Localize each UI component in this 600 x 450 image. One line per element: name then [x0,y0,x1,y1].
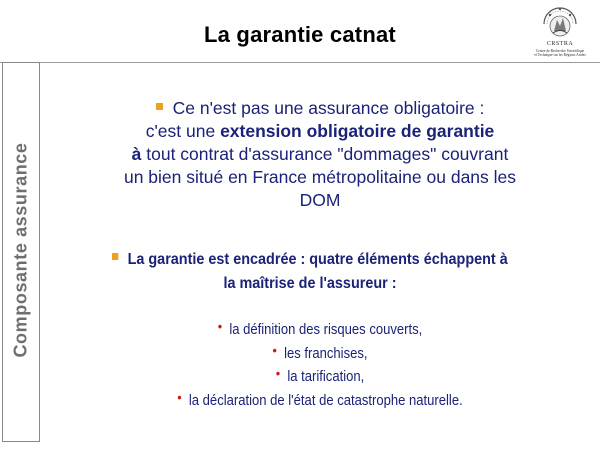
list-item-text: la tarification, [287,369,365,385]
list-item [86,318,554,342]
list-item [86,389,554,413]
red-dot-bullet-icon: • [217,318,223,334]
paragraph-obligation [50,97,590,212]
paragraph-line: un bien situé en France métropolitaine ou dans les [123,167,517,187]
emphasis-text: extension obligatoire de garantie [220,121,495,141]
list-item-text: la déclaration de l'état de catastrophe naturelle. [188,392,463,409]
list-item-text: les franchises, [284,345,368,362]
crstra-emblem-icon [541,4,579,42]
logo-name: CRSTRA [546,41,574,47]
line-text: La garantie est encadrée : quatre éléments échappent à [127,251,508,268]
paragraph-line [50,143,590,166]
paragraph-line [50,97,590,120]
slide-title: La garantie catnat [204,22,396,47]
paragraph-line [67,248,553,272]
line-text: Ce n'est pas une assurance obligatoire : [172,98,485,118]
list-item [86,342,554,366]
list-item-text: la définition des risques couverts, [229,322,423,338]
bullet-list [86,318,554,412]
logo-subtitle-line2: et Technique sur les Régions Arides [534,53,586,58]
list-item [86,365,554,389]
logo-subtitle [524,49,596,57]
red-dot-bullet-icon: • [275,365,281,381]
header-divider [0,62,600,63]
orange-square-bullet-icon [112,253,118,260]
crstra-logo [524,4,596,64]
red-dot-bullet-icon: • [272,341,277,358]
paragraph-line: DOM [299,190,341,210]
line-text: c'est une [145,121,221,141]
line-text: tout contrat d'assurance "dommages" couvrant [141,144,509,164]
orange-square-bullet-icon [156,103,163,110]
paragraph-framework [67,248,553,296]
sidebar-label: Composante assurance [10,142,31,358]
paragraph-line [50,120,590,143]
red-dot-bullet-icon: • [177,388,182,405]
emphasis-text: à [131,144,142,164]
logo-subtitle-line1: Centre de Recherche Scientifique [535,49,585,53]
paragraph-line: la maîtrise de l'assureur : [223,275,397,292]
